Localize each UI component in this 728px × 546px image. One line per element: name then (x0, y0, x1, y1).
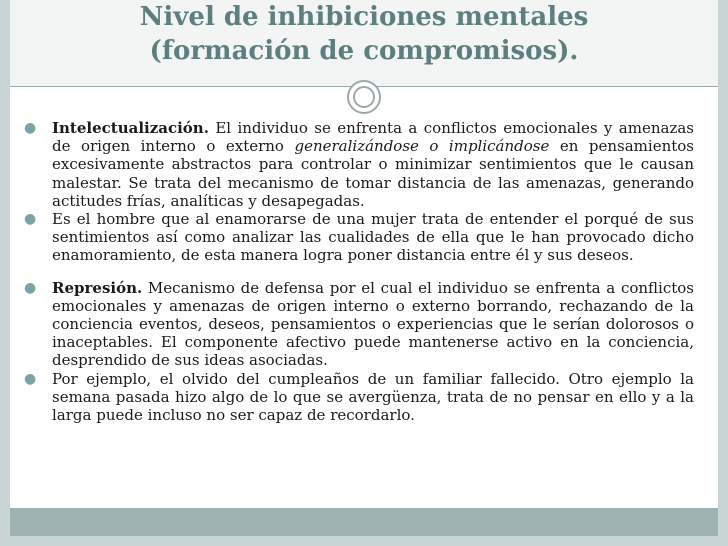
bullet-icon: ● (24, 211, 37, 228)
slide-title-line-2: (formación de compromisos). (149, 36, 579, 66)
bullet-represion (22, 279, 694, 370)
bullet-italic-text: generalizándose o implicándose (294, 137, 550, 156)
right-margin-band (718, 0, 728, 546)
bullet-intelectualizacion (22, 119, 694, 210)
bullet-text: El individuo se enfrenta a conflictos emocionales y amenazas de origen interno o externo (52, 119, 694, 156)
bullet-text: en pensamientos excesivamente abstractos para controlar o minimizar sentimientos que le causan malestar. Se trata del mecanismo de tomar distancia de las amenazas, generando actitudes frías, analíticas y desapegadas. (52, 137, 695, 210)
inner-circle-icon (353, 86, 375, 108)
bullet-example-intelectualizacion (22, 210, 694, 265)
bullet-example-represion (22, 370, 694, 425)
bullet-icon: ● (24, 279, 37, 296)
bottom-margin-band (0, 536, 728, 546)
bullet-term: Intelectualización. (52, 119, 209, 137)
bullet-term: Represión. (52, 278, 143, 297)
footer-strip (10, 508, 718, 536)
bullet-text: Es el hombre que al enamorarse de una mujer trata de entender el porqué de sus sentimientos así como analizar las cualidades de ella que le han provocado dicho enamoramiento, de esta manera logra poner distancia entre él y sus deseos. (52, 210, 694, 265)
bullet-text: Por ejemplo, el olvido del cumpleaños de un familiar fallecido. Otro ejemplo la semana pasada hizo algo de lo que se avergüenza, trata de no pensar en ello y a la larga puede incluso no ser capaz de recordarlo. (52, 369, 694, 425)
bullet-icon: ● (24, 370, 37, 387)
left-margin-band (0, 0, 10, 546)
bullet-icon: ● (24, 120, 37, 136)
bullet-text: Mecanismo de defensa por el cual el individuo se enfrenta a conflictos emocionales y amenazas de origen interno o externo borrando, rechazando de la conciencia eventos, deseos, pensamientos o experiencias que le serían dolorosos o inaceptables. El componente afectivo puede mantenerse activo en la conciencia, desprendido de sus ideas asociadas. (52, 278, 694, 370)
bullet-list (22, 119, 694, 424)
slide-title-line-1: Nivel de inhibiciones mentales (139, 2, 589, 32)
spacer (22, 265, 694, 279)
circle-emblem-icon (347, 80, 381, 114)
